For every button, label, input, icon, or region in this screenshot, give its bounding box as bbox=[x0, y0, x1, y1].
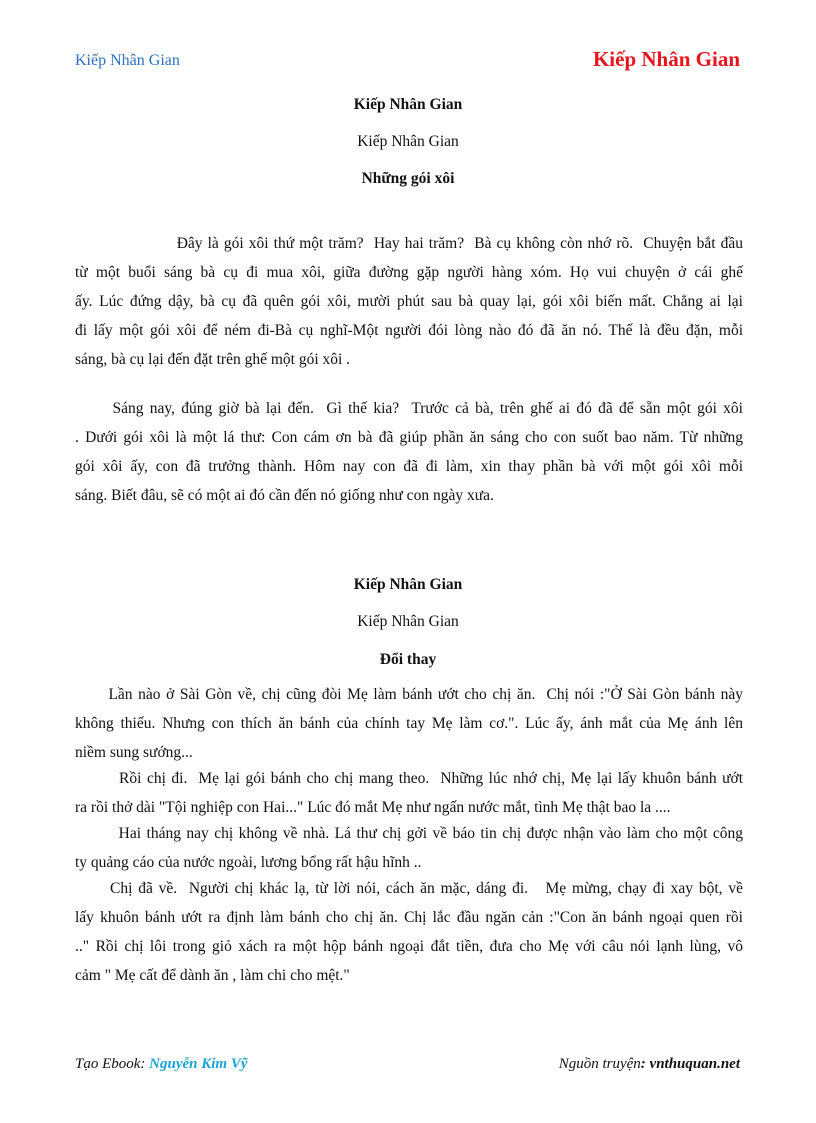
text-line: Sáng nay, đúng giờ bà lại đến. Gì thế kia? Trước cả bà, trên ghế ai đó đã để sẵn một gói xôi bbox=[75, 400, 743, 417]
text-line: từ một buổi sáng bà cụ đi mua xôi, giữa đường gặp người hàng xóm. Họ vui chuyện ở cái ghế bbox=[75, 264, 743, 281]
footer-author: Nguyễn Kim Vỹ bbox=[149, 1056, 248, 1072]
text-line: Hai tháng nay chị không về nhà. Lá thư chị gởi về báo tin chị được nhận vào làm cho một công bbox=[75, 825, 743, 842]
text-line: gói xôi ấy, con đã trưởng thành. Hôm nay con đã đi làm, xin thay phần bà với một gói xôi mỗi bbox=[75, 458, 743, 475]
header-left-title: Kiếp Nhân Gian bbox=[75, 52, 180, 69]
text-line: sáng. Biết đâu, sẽ có một ai đó cần đến nó giống như con ngày xưa. bbox=[75, 487, 494, 504]
section2-heading: Đổi thay bbox=[379, 651, 437, 668]
footer-ebook-label: Tạo Ebook bbox=[75, 1056, 141, 1072]
section1-paragraph-2 bbox=[75, 394, 743, 510]
section1-title: Kiếp Nhân Gian bbox=[353, 96, 463, 113]
text-line: không thiếu. Nhưng con thích ăn bánh của chính tay Mẹ làm cơ.". Lúc ấy, ánh mắt của Mẹ ánh lên bbox=[75, 715, 743, 732]
section2-paragraph-1 bbox=[75, 680, 743, 767]
footer-source-label: Nguồn truyện bbox=[558, 1056, 641, 1072]
header-right-title: Kiếp Nhân Gian bbox=[592, 47, 740, 71]
text-line: . Dưới gói xôi là một lá thư: Con cám ơn bà đã giúp phần ăn sáng cho con suốt bao năm. Từ những bbox=[75, 429, 743, 446]
footer-separator: : bbox=[640, 1056, 650, 1072]
text-line: ty quảng cáo của nước ngoài, lương bổng rất hậu hĩnh .. bbox=[75, 854, 422, 871]
text-line: Chị đã về. Người chị khác lạ, từ lời nói, cách ăn mặc, dáng đi. Mẹ mừng, chạy đi xay bột, về bbox=[75, 880, 743, 897]
section2-paragraph-3 bbox=[75, 819, 743, 877]
text-line: .." Rồi chị lôi trong giỏ xách ra một hộp bánh ngoại đắt tiền, đưa cho Mẹ với câu nói lạnh lùng, vô bbox=[75, 938, 743, 955]
footer-separator: : bbox=[140, 1056, 150, 1072]
text-line: niềm sung sướng... bbox=[75, 744, 193, 761]
text-line: cảm " Mẹ cất để dành ăn , làm chi cho mệt." bbox=[75, 967, 350, 984]
section1-heading: Những gói xôi bbox=[361, 170, 455, 187]
section1-paragraph-1 bbox=[75, 229, 743, 374]
section2-paragraph-4 bbox=[75, 874, 743, 990]
text-line: lấy khuôn bánh ướt ra định làm bánh cho chị ăn. Chị lắc đầu ngăn cản :"Con ăn bánh ngoại quen rồi bbox=[75, 909, 743, 926]
section1-subtitle: Kiếp Nhân Gian bbox=[357, 133, 459, 150]
section2-subtitle: Kiếp Nhân Gian bbox=[357, 613, 459, 630]
footer-source-credit bbox=[559, 1056, 740, 1073]
footer-site-link[interactable]: vnthuquan.net bbox=[649, 1056, 740, 1072]
text-line: ấy. Lúc đứng dậy, bà cụ đã quên gói xôi, mười phút sau bà quay lại, gói xôi biến mất. Chẳng ai lại bbox=[75, 293, 743, 310]
section2-paragraph-2 bbox=[75, 764, 743, 822]
text-line: Đây là gói xôi thứ một trăm? Hay hai trăm? Bà cụ không còn nhớ rõ. Chuyện bắt đầu bbox=[75, 235, 743, 252]
text-line: Lần nào ở Sài Gòn về, chị cũng đòi Mẹ làm bánh ướt cho chị ăn. Chị nói :"Ở Sài Gòn bánh này bbox=[75, 686, 743, 703]
footer-ebook-credit bbox=[75, 1056, 248, 1073]
text-line: ra rồi thở dài "Tội nghiệp con Hai..." Lúc đó mắt Mẹ như ngấn nước mắt, tình Mẹ thật bao la .... bbox=[75, 799, 671, 816]
text-line: đi lấy một gói xôi để ném đi-Bà cụ nghĩ-Một người đói lòng nào đó đã ăn nó. Thế là đều đặn, mỗi bbox=[75, 322, 743, 339]
text-line: Rồi chị đi. Mẹ lại gói bánh cho chị mang theo. Những lúc nhớ chị, Mẹ lại lấy khuôn bánh ướt bbox=[75, 770, 743, 787]
text-line: sáng, bà cụ lại đến đặt trên ghế một gói xôi . bbox=[75, 351, 351, 368]
section2-title: Kiếp Nhân Gian bbox=[353, 576, 463, 593]
